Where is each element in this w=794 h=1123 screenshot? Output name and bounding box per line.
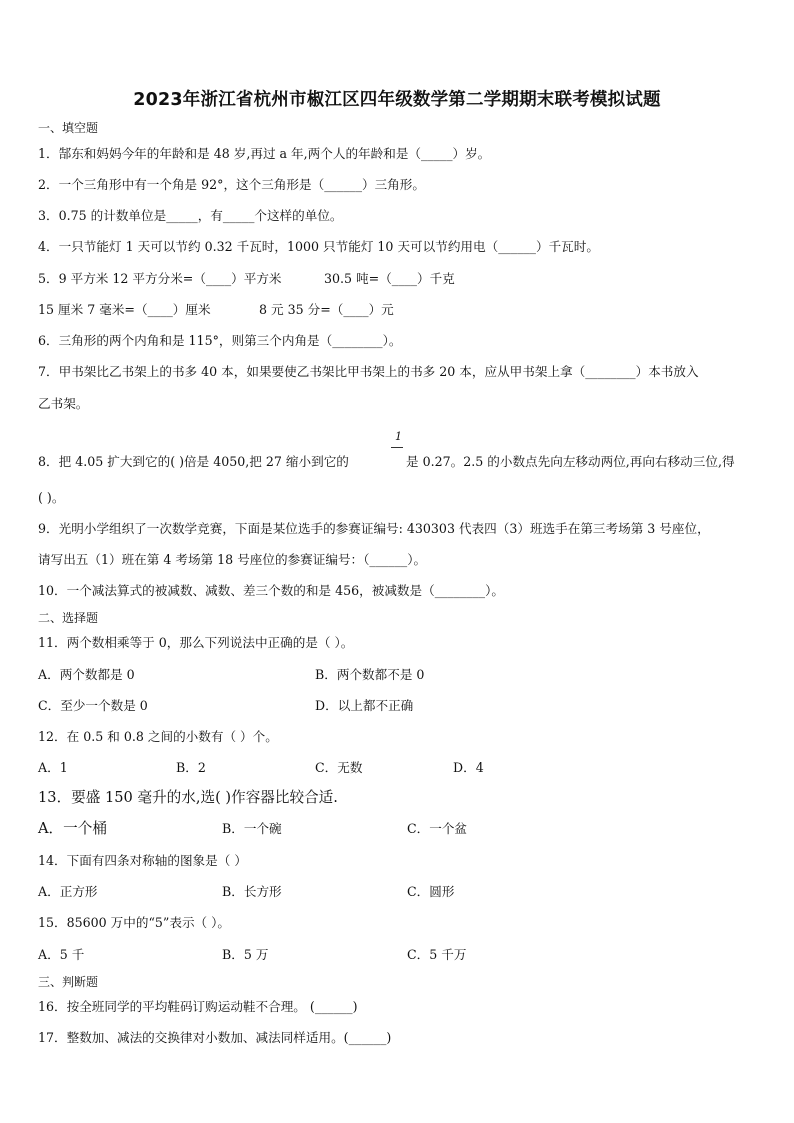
question-5-part-c: 15 厘米 7 毫米=（____）厘米 bbox=[38, 302, 211, 317]
question-5-part-d: 8 元 35 分=（____）元 bbox=[259, 302, 394, 317]
question-12-option-b: B．2 bbox=[176, 760, 206, 775]
question-11: 11．两个数相乘等于 0，那么下列说法中正确的是（ ）。 bbox=[38, 635, 354, 650]
question-8-fraction-numerator: 1 bbox=[395, 430, 402, 443]
question-11-option-b: B．两个数都不是 0 bbox=[315, 667, 425, 682]
question-15-option-b: B．5 万 bbox=[222, 947, 269, 962]
question-8-fraction-bar bbox=[391, 447, 403, 448]
question-7-line-2: 乙书架。 bbox=[38, 396, 89, 411]
question-15-option-a: A．5 千 bbox=[38, 947, 85, 962]
question-13: 13．要盛 150 毫升的水,选( )作容器比较合适. bbox=[38, 789, 338, 806]
question-12-option-c: C．无数 bbox=[315, 760, 363, 775]
question-5-part-a: 5．9 平方米 12 平方分米=（____）平方米 bbox=[38, 271, 282, 286]
question-9-line-1: 9．光明小学组织了一次数学竞赛，下面是某位选手的参赛证编号: 430303 代表四（3）班选手在第三考场第 3 号座位， bbox=[38, 521, 710, 536]
question-6: 6．三角形的两个内角和是 115°，则第三个内角是（________）。 bbox=[38, 333, 402, 348]
question-9-line-2: 请写出五（1）班在第 4 考场第 18 号座位的参赛证编号：（______）。 bbox=[38, 552, 427, 567]
question-16: 16．按全班同学的平均鞋码订购运动鞋不合理。 (______) bbox=[38, 999, 358, 1014]
section-heading-fill: 一、填空题 bbox=[38, 121, 99, 135]
question-8-line-2: ( )。 bbox=[38, 490, 65, 505]
question-14: 14．下面有四条对称轴的图象是（ ） bbox=[38, 853, 247, 868]
question-15: 15．85600 万中的“5”表示（ ）。 bbox=[38, 915, 231, 930]
question-1: 1．郜东和妈妈今年的年龄和是 48 岁,再过 a 年,两个人的年龄和是（_____）岁。 bbox=[38, 146, 491, 161]
section-heading-judge: 三、判断题 bbox=[38, 975, 99, 989]
section-heading-choice: 二、选择题 bbox=[38, 611, 99, 625]
question-12-option-d: D．4 bbox=[453, 760, 484, 775]
question-8-part-1: 8．把 4.05 扩大到它的( )倍是 4050,把 27 缩小到它的 bbox=[38, 454, 349, 469]
question-11-option-d: D．以上都不正确 bbox=[315, 698, 414, 713]
question-8-part-2: 是 0.27。2.5 的小数点先向左移动两位,再向右移动三位,得 bbox=[406, 454, 735, 469]
question-13-option-c: C．一个盆 bbox=[407, 821, 468, 836]
question-12: 12．在 0.5 和 0.8 之间的小数有（ ）个。 bbox=[38, 729, 278, 744]
question-7-line-1: 7．甲书架比乙书架上的书多 40 本，如果要使乙书架比甲书架上的书多 20 本，应从甲书架上拿（________）本书放入 bbox=[38, 364, 699, 379]
question-10: 10．一个减法算式的被减数、减数、差三个数的和是 456，被减数是（________）。 bbox=[38, 583, 504, 598]
page-title: 2023年浙江省杭州市椒江区四年级数学第二学期期末联考模拟试题 bbox=[133, 90, 661, 110]
question-2: 2．一个三角形中有一个角是 92°，这个三角形是（______）三角形。 bbox=[38, 177, 425, 192]
question-13-option-a: A．一个桶 bbox=[38, 820, 107, 837]
question-5-part-b: 30.5 吨=（____）千克 bbox=[324, 271, 455, 286]
question-14-option-c: C．圆形 bbox=[407, 884, 455, 899]
question-4: 4．一只节能灯 1 天可以节约 0.32 千瓦时，1000 只节能灯 10 天可以节约用电（______）千瓦时。 bbox=[38, 239, 599, 254]
question-12-option-a: A．1 bbox=[38, 760, 68, 775]
question-11-option-a: A．两个数都是 0 bbox=[38, 667, 135, 682]
question-3: 3．0.75 的计数单位是_____，有_____个这样的单位。 bbox=[38, 208, 343, 223]
question-14-option-b: B．长方形 bbox=[222, 884, 282, 899]
question-13-option-b: B．一个碗 bbox=[222, 821, 282, 836]
question-17: 17．整数加、减法的交换律对小数加、减法同样适用。(______) bbox=[38, 1030, 392, 1045]
question-14-option-a: A．正方形 bbox=[38, 884, 98, 899]
question-11-option-c: C．至少一个数是 0 bbox=[38, 698, 148, 713]
question-15-option-c: C．5 千万 bbox=[407, 947, 467, 962]
